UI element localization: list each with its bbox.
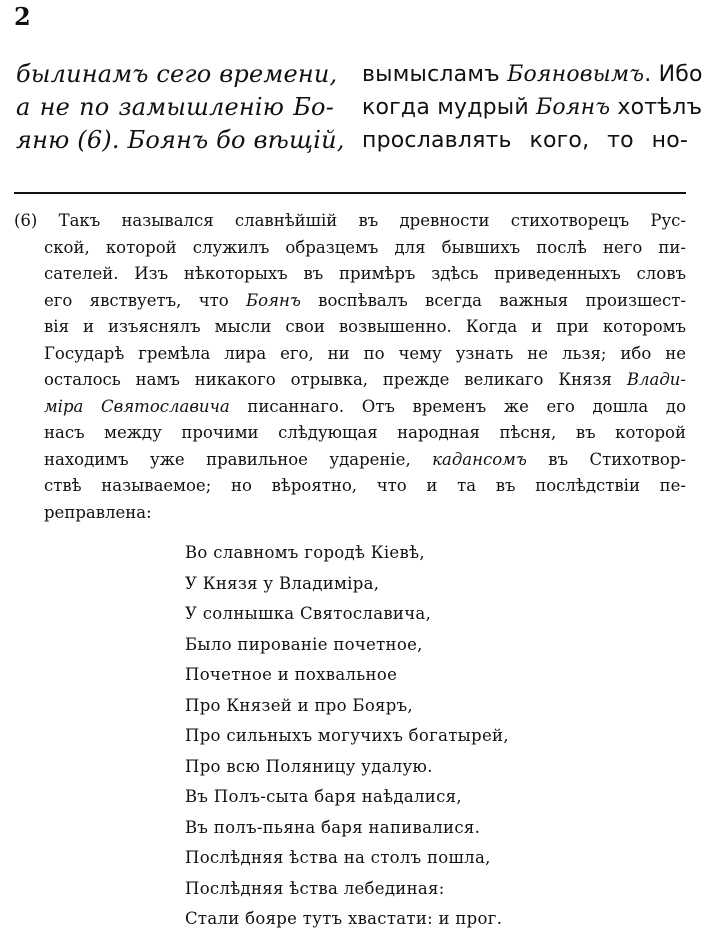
footnote-line bbox=[14, 314, 686, 341]
footnote-divider bbox=[14, 192, 686, 194]
italic-name: міра Святославича bbox=[44, 396, 230, 416]
footnote bbox=[14, 208, 686, 526]
text-segment: Государѣ гремѣла лира его, ни по чему узнать не льзя; ибо не bbox=[44, 343, 686, 363]
right-column bbox=[362, 58, 703, 157]
left-column-line: а не по замышленію Бо- bbox=[16, 93, 334, 121]
footnote-line bbox=[14, 208, 686, 235]
footnote-line bbox=[14, 420, 686, 447]
italic-name: кадансомъ bbox=[432, 449, 527, 469]
poem-line: Стали бояре тутъ хвастати: и прог. bbox=[185, 909, 503, 928]
main-text-columns bbox=[16, 58, 703, 168]
italic-name: Боянъ bbox=[536, 95, 611, 120]
text-segment: . Ибо bbox=[644, 62, 703, 87]
text-segment: писаннаго. Отъ временъ же его дошла до bbox=[229, 396, 687, 416]
left-column-line: былинамъ сего времени, bbox=[16, 60, 338, 88]
text-segment: находимъ уже правильное удареніе, bbox=[44, 449, 433, 469]
poem-line: У Князя у Владиміра, bbox=[185, 573, 380, 593]
poem-line: Во славномъ городѣ Кіевѣ, bbox=[185, 543, 425, 562]
poem-line: Въ Полъ-сыта баря наѣдалися, bbox=[185, 787, 462, 806]
text-segment: когда мудрый bbox=[362, 95, 537, 120]
poem-line: У солнышка Святославича, bbox=[185, 604, 432, 623]
poem-line: Было пированіе почетное, bbox=[185, 634, 423, 654]
poem-line: Про всю Поляницу удалую. bbox=[185, 756, 433, 776]
poem-line: Про Князей и про Бояръ, bbox=[185, 695, 413, 715]
italic-name: Боянъ bbox=[246, 290, 301, 310]
left-column-line: яню (6). Боянъ бо вѣщій, bbox=[16, 126, 345, 154]
footnote-line bbox=[14, 447, 686, 474]
footnote-line bbox=[14, 500, 686, 527]
poem-line: Почетное и похвальное bbox=[185, 665, 398, 684]
right-column-line bbox=[362, 124, 688, 157]
italic-name: Бояновымъ bbox=[507, 62, 645, 87]
footnote-line bbox=[14, 261, 686, 288]
footnote-line bbox=[14, 341, 686, 368]
text-segment: насъ между прочими слѣдующая народная пѣсня, въ которой bbox=[44, 423, 686, 442]
text-segment: ствѣ называемое; но вѣроятно, что и та въ послѣдствіи пе- bbox=[44, 476, 686, 495]
text-segment: прославлять кого, то но- bbox=[362, 128, 688, 153]
text-segment: хотѣлъ bbox=[610, 95, 703, 120]
left-column bbox=[16, 58, 345, 157]
text-segment: воспѣвалъ всегда важныя произшест- bbox=[300, 290, 686, 310]
footnote-line bbox=[14, 288, 686, 315]
poem-line: Послѣдняя ѣства лебединая: bbox=[185, 878, 445, 898]
footnote-line bbox=[14, 235, 686, 262]
poem-line: Про сильныхъ могучихъ богатырей, bbox=[185, 726, 509, 745]
right-column-line bbox=[362, 58, 703, 91]
text-segment: вія и изъяснялъ мысли свои возвышенно. Когда и при которомъ bbox=[44, 317, 686, 336]
italic-name: Влади- bbox=[626, 370, 686, 389]
text-segment: реправлена: bbox=[44, 502, 152, 522]
page-number: 2 bbox=[14, 2, 31, 31]
footnote-line bbox=[14, 367, 686, 394]
footnote-poem bbox=[185, 538, 605, 935]
text-segment: въ Стихотвор- bbox=[526, 449, 686, 469]
poem-line: Послѣдняя ѣства на столъ пошла, bbox=[185, 848, 491, 867]
text-segment: (6) Такъ назывался славнѣйшій въ древности стихотворецъ Рус- bbox=[14, 211, 686, 230]
text-segment: ской, которой служилъ образцемъ для бывшихъ послѣ него пи- bbox=[44, 237, 686, 257]
poem-line: Въ полъ-пьяна баря напивалися. bbox=[185, 817, 481, 837]
text-segment: сателей. Изъ нѣкоторыхъ въ примѣръ здѣсь приведенныхъ словъ bbox=[44, 264, 686, 283]
right-column-line bbox=[362, 91, 703, 124]
text-segment: осталось намъ никакого отрывка, прежде великаго Князя bbox=[44, 370, 627, 389]
text-segment: вымысламъ bbox=[362, 62, 508, 87]
footnote-line bbox=[14, 473, 686, 500]
text-segment: его явствуетъ, что bbox=[44, 290, 246, 310]
footnote-line bbox=[14, 394, 686, 421]
